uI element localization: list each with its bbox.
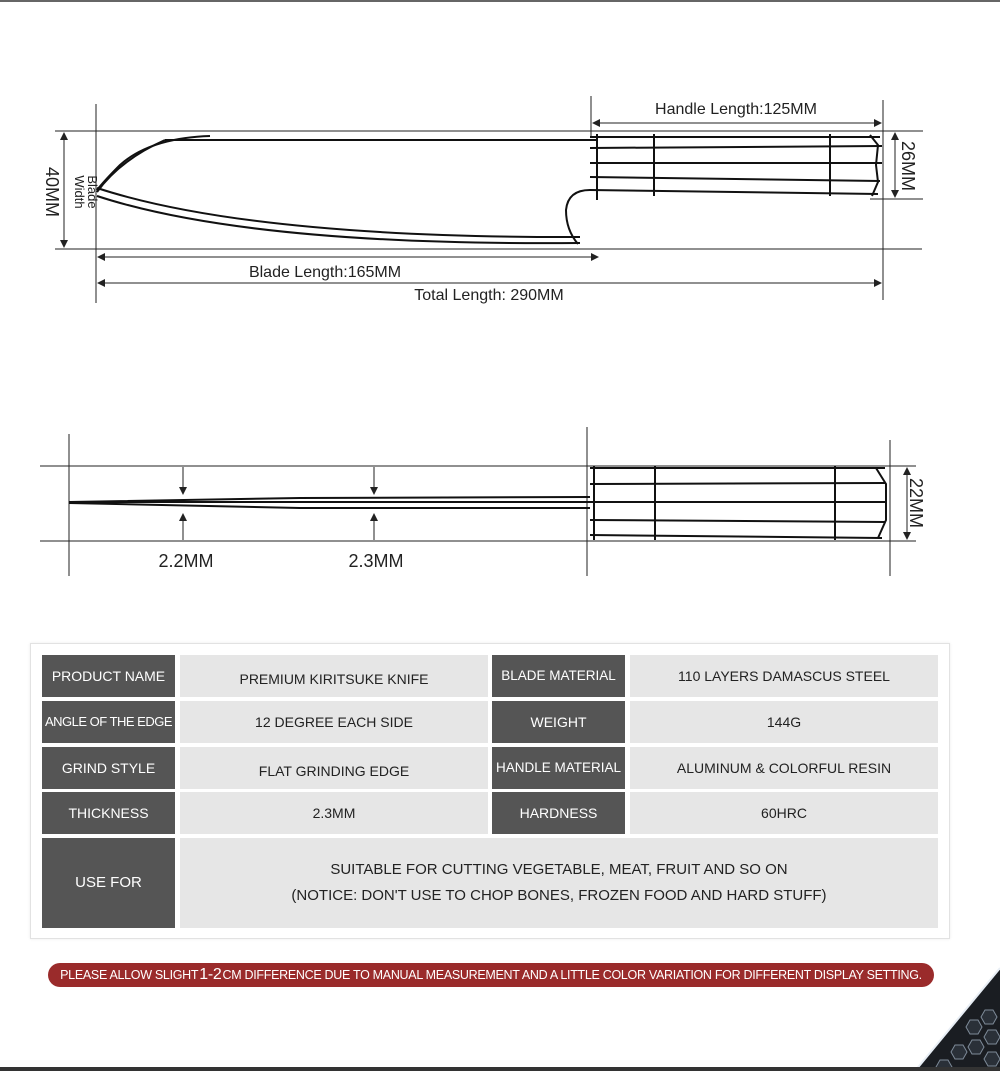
- spec-label-thickness: THICKNESS: [42, 792, 175, 834]
- thickness-2-label: 2.3MM: [348, 551, 404, 571]
- total-length-label: Total Length: 290MM: [414, 287, 564, 304]
- spec-value-hardness: 60HRC: [630, 792, 938, 834]
- spec-label-hardness: HARDNESS: [492, 792, 625, 834]
- handle-height-label: 26MM: [898, 140, 918, 192]
- spec-label-grind-style: GRIND STYLE: [42, 747, 175, 789]
- notice-suffix: CM DIFFERENCE DUE TO MANUAL MEASUREMENT AND A LITTLE COLOR VARIATION FOR DIFFERENT DISPLAY SETTING.: [222, 968, 922, 982]
- knife-outline-side: [97, 134, 882, 244]
- specification-table: [30, 643, 950, 939]
- blade-width-value-label: 40MM: [42, 166, 62, 218]
- handle-length-label: Handle Length:125MM: [655, 101, 817, 118]
- spec-value-grind-style: FLAT GRINDING EDGE: [180, 747, 488, 789]
- knife-top-view-diagram: [0, 420, 1000, 590]
- spec-value-weight: 144G: [630, 701, 938, 743]
- spec-label-blade-material: BLADE MATERIAL: [492, 655, 625, 697]
- use-for-line-2: (NOTICE: DON'T USE TO CHOP BONES, FROZEN FOOD AND HARD STUFF): [291, 887, 827, 904]
- measurement-notice-banner: [48, 963, 934, 987]
- use-for-line-1: SUITABLE FOR CUTTING VEGETABLE, MEAT, FRUIT AND SO ON: [330, 861, 788, 878]
- blade-width-word-2: Width: [72, 175, 87, 209]
- blade-width-word-1: Blade: [85, 175, 100, 209]
- honeycomb-corner-decoration: [900, 960, 1000, 1071]
- spec-label-weight: WEIGHT: [492, 701, 625, 743]
- knife-side-view-diagram: [0, 0, 1000, 320]
- spec-label-product-name: PRODUCT NAME: [42, 655, 175, 697]
- spec-value-angle-of-edge: 12 DEGREE EACH SIDE: [180, 701, 488, 743]
- handle-thickness-label: 22MM: [906, 477, 926, 529]
- spec-value-product-name: PREMIUM KIRITSUKE KNIFE: [180, 655, 488, 697]
- spec-value-handle-material: ALUMINUM & COLORFUL RESIN: [630, 747, 938, 789]
- spec-label-handle-material: HANDLE MATERIAL: [492, 747, 625, 789]
- bottom-divider: [0, 1067, 1000, 1071]
- spec-value-use-for: [180, 838, 938, 928]
- notice-prefix: PLEASE ALLOW SLIGHT: [60, 968, 199, 982]
- notice-range: 1-2: [199, 966, 222, 983]
- knife-outline-top: [69, 466, 886, 540]
- blade-length-label: Blade Length:165MM: [248, 264, 402, 281]
- spec-label-angle-of-edge: ANGLE OF THE EDGE: [42, 701, 175, 743]
- spec-value-blade-material: 110 LAYERS DAMASCUS STEEL: [630, 655, 938, 697]
- spec-label-use-for: USE FOR: [42, 838, 175, 928]
- thickness-1-label: 2.2MM: [158, 551, 214, 571]
- spec-value-thickness: 2.3MM: [180, 792, 488, 834]
